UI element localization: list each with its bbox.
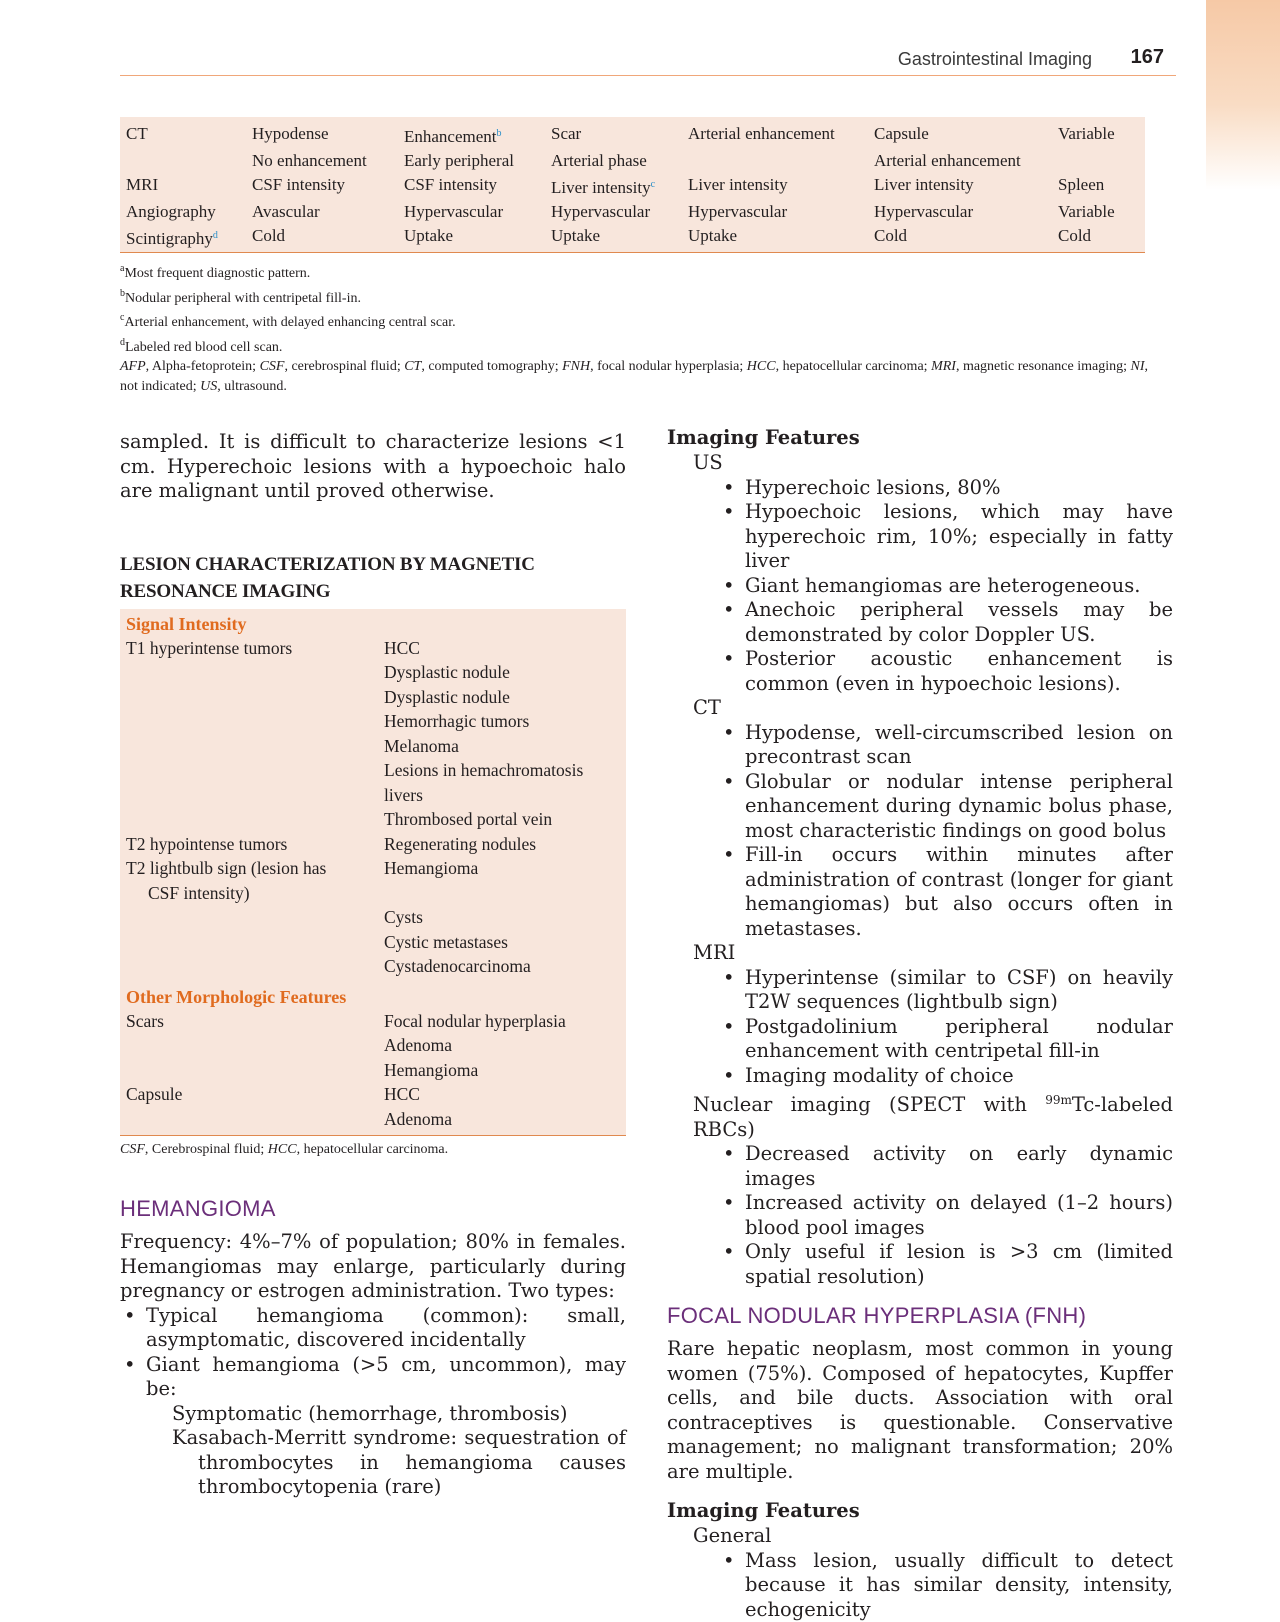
table-cell: Arterial enhancement — [682, 122, 868, 149]
t2-lightbulb-items — [384, 905, 626, 979]
imaging-features-heading: Imaging Features — [667, 425, 1173, 451]
abbreviation-text: , not indicated; — [120, 359, 1148, 394]
scars-row: Scars Focal nodular hyperplasia Adenoma Hemangioma — [126, 1009, 626, 1083]
table-cell: Early peripheral — [398, 149, 545, 173]
abbreviation: HCC — [268, 1142, 297, 1157]
list-item: • Hypoechoic lesions, which may have hyperechoic rim, 10%; especially in fatty liver — [667, 500, 1173, 574]
table-item: Dysplastic nodule — [384, 685, 626, 710]
abbreviation-text: , computed tomography; — [421, 359, 562, 374]
footnote-mark: d — [213, 230, 218, 241]
footnote-b: $^b$Nodular peripheral with centripetal fill-in. — [120, 284, 1160, 309]
table-item: Thrombosed portal vein — [384, 807, 626, 832]
list-item: • Typical hemangioma (common): small, asymptomatic, discovered incidentally — [120, 1304, 626, 1353]
mri-characterization-table — [120, 609, 626, 1137]
abbreviation: CSF — [120, 1142, 145, 1157]
table-item: Adenoma — [384, 1033, 626, 1058]
fnh-intro: Rare hepatic neoplasm, most common in young women (75%). Composed of hepatocytes, Kupffer cells, and bile ducts. Association with oral contraceptives is questionable. Conservative management; no malignant transformation; 20% are multiple. — [667, 1337, 1173, 1484]
running-header — [120, 46, 1176, 76]
hemangioma-heading: HEMANGIOMA — [120, 1196, 626, 1222]
table-cell: Hypervascular — [398, 200, 545, 224]
giant-hemangioma-sublist — [120, 1402, 626, 1500]
abbreviation-text: , Alpha-fetoprotein; — [146, 359, 260, 374]
table-item: Hemangioma — [384, 1058, 626, 1083]
capsule-row: Capsule HCC Adenoma — [126, 1082, 626, 1131]
table-row — [120, 122, 1145, 149]
abbreviation: AFP — [120, 359, 146, 374]
list-item: • Hyperintense (similar to CSF) on heavily T2W sequences (lightbulb sign) — [667, 966, 1173, 1015]
right-column — [667, 425, 1173, 1622]
table-cell: Hypervascular — [868, 200, 1052, 224]
table-cell: CT — [120, 122, 246, 149]
list-item: • Giant hemangiomas are heterogeneous. — [667, 574, 1173, 599]
abbreviation: NI — [1131, 359, 1145, 374]
table-item: Focal nodular hyperplasia — [384, 1009, 626, 1034]
mri-table-note — [120, 1142, 626, 1158]
table-cell — [120, 149, 246, 173]
table-cell: Capsule — [868, 122, 1052, 149]
table-item: Cystic metastases — [384, 930, 626, 955]
nuclear-list — [667, 1142, 1173, 1289]
table-item: Lesions in hemachromatosis livers — [384, 758, 626, 807]
list-item: • Fill-in occurs within minutes after administration of contrast (longer for giant hemangiomas) but also occurs often in metastases. — [667, 843, 1173, 941]
table-cell: Hypervascular — [682, 200, 868, 224]
table-row — [120, 200, 1145, 224]
table-cell: Arterial phase — [545, 149, 682, 173]
us-label: US — [667, 451, 1173, 476]
comparison-table-body — [120, 122, 1145, 251]
nuclear-label: Nuclear imaging (SPECT with $^{99m}$Tc-labeled RBCs) — [667, 1088, 1173, 1142]
table-cell: Hypervascular — [545, 200, 682, 224]
table-cell — [1052, 149, 1145, 173]
scars-items — [384, 1009, 626, 1083]
table-item: Adenoma — [384, 1107, 626, 1132]
left-column — [120, 430, 626, 1500]
footnote-a: $^a$Most frequent diagnostic pattern. — [120, 259, 1160, 284]
t2-hypo-row: T2 hypointense tumors Regenerating nodules — [126, 832, 626, 857]
t2-lightbulb-row: T2 lightbulb sign (lesion has CSF intensity) Hemangioma Cysts Cystic metastases Cystadenocarcinoma — [126, 856, 626, 979]
table-cell: Variable — [1052, 122, 1145, 149]
abbreviation: HCC — [747, 359, 776, 374]
table-cell: Scintigraphy$^d$ — [120, 224, 246, 251]
list-item: • Anechoic peripheral vessels may be demonstrated by color Doppler US. — [667, 598, 1173, 647]
intro-paragraph: sampled. It is difficult to characterize lesions <1 cm. Hyperechoic lesions with a hypoechoic halo are malignant until proved otherwise. — [120, 430, 626, 504]
ct-list — [667, 721, 1173, 942]
table-item: Cystadenocarcinoma — [384, 954, 626, 979]
table-row — [120, 149, 1145, 173]
table-cell: Liver intensity$^c$ — [545, 173, 682, 200]
fnh-heading: FOCAL NODULAR HYPERPLASIA (FNH) — [667, 1303, 1173, 1329]
table-cell: Uptake — [545, 224, 682, 251]
footnote-d: $^d$Labeled red blood cell scan. — [120, 333, 1160, 358]
table-cell: Arterial enhancement — [868, 149, 1052, 173]
list-item: Symptomatic (hemorrhage, thrombosis) — [120, 1402, 626, 1427]
table-cell: Spleen — [1052, 173, 1145, 200]
morphologic-heading: Other Morphologic Features — [126, 985, 626, 1009]
table-cell: Cold — [1052, 224, 1145, 251]
capsule-items — [384, 1082, 626, 1131]
table-item: Cysts — [384, 905, 626, 930]
abbreviation-text: , cerebrospinal fluid; — [284, 359, 404, 374]
abbreviation: CT — [404, 359, 421, 374]
table-cell: Avascular — [246, 200, 398, 224]
table-item: Dysplastic nodule — [384, 660, 626, 685]
table-item: HCC — [384, 636, 626, 661]
abbreviation-text: , Cerebrospinal fluid; — [145, 1142, 268, 1157]
table-cell: Liver intensity — [682, 173, 868, 200]
table-cell: Variable — [1052, 200, 1145, 224]
list-item: Kasabach-Merritt syndrome: sequestration of thrombocytes in hemangioma causes thrombocytopenia (rare) — [120, 1426, 626, 1500]
table-cell: Angiography — [120, 200, 246, 224]
list-item: • Imaging modality of choice — [667, 1064, 1173, 1089]
footnote-c: $^c$Arterial enhancement, with delayed enhancing central scar. — [120, 308, 1160, 333]
t1-row: T1 hyperintense tumors HCC Dysplastic nodule Dysplastic nodule Hemorrhagic tumors Melanoma Lesions in hemachromatosis livers Thrombosed portal vein — [126, 636, 626, 832]
running-head-title: Gastrointestinal Imaging — [898, 49, 1092, 70]
list-item: • Decreased activity on early dynamic images — [667, 1142, 1173, 1191]
abbreviations-line — [120, 357, 1160, 396]
imaging-features-heading-2: Imaging Features — [667, 1498, 1173, 1524]
table-cell: Hypodense — [246, 122, 398, 149]
list-item: • Mass lesion, usually difficult to detect because it has similar density, intensity, echogenicity — [667, 1549, 1173, 1622]
list-item: • Increased activity on delayed (1–2 hours) blood pool images — [667, 1191, 1173, 1240]
mri-heading: LESION CHARACTERIZATION BY MAGNETIC RESONANCE IMAGING — [120, 551, 626, 605]
abbreviation-text: , hepatocellular carcinoma. — [297, 1142, 449, 1157]
table-cell: CSF intensity — [398, 173, 545, 200]
table-cell: No enhancement — [246, 149, 398, 173]
general-list — [667, 1549, 1173, 1622]
list-item: • Hyperechoic lesions, 80% — [667, 476, 1173, 501]
table-cell: MRI — [120, 173, 246, 200]
table-cell: Cold — [246, 224, 398, 251]
abbreviation-text: , ultrasound. — [217, 379, 287, 394]
general-label: General — [667, 1524, 1173, 1549]
footnote-mark: b — [497, 128, 502, 139]
list-item: • Hypodense, well-circumscribed lesion on precontrast scan — [667, 721, 1173, 770]
table-row — [120, 224, 1145, 251]
table-cell: Enhancement$^b$ — [398, 122, 545, 149]
abbreviation: MRI — [931, 359, 956, 374]
table-cell — [682, 149, 868, 173]
table-cell: Liver intensity — [868, 173, 1052, 200]
comparison-table — [120, 117, 1145, 253]
table-item: Melanoma — [384, 734, 626, 759]
list-item: • Globular or nodular intense peripheral enhancement during dynamic bolus phase, most characteristic findings on good bolus — [667, 770, 1173, 844]
table-footnotes — [120, 259, 1160, 397]
table-cell: Cold — [868, 224, 1052, 251]
page-number: 167 — [1131, 46, 1164, 69]
list-item: • Giant hemangioma (>5 cm, uncommon), may be: — [120, 1353, 626, 1402]
abbreviation-text: , hepatocellular carcinoma; — [776, 359, 931, 374]
abbreviation: FNH — [562, 359, 590, 374]
t1-items — [384, 636, 626, 832]
table-cell: Uptake — [682, 224, 868, 251]
list-item: • Postgadolinium peripheral nodular enhancement with centripetal fill-in — [667, 1015, 1173, 1064]
hemangioma-intro: Frequency: 4%–7% of population; 80% in females. Hemangiomas may enlarge, particularly during pregnancy or estrogen administration. Two types: — [120, 1230, 626, 1304]
mri-label: MRI — [667, 941, 1173, 966]
us-list — [667, 476, 1173, 697]
signal-intensity-heading: Signal Intensity — [126, 612, 626, 636]
list-item: • Posterior acoustic enhancement is common (even in hypoechoic lesions). — [667, 647, 1173, 696]
hemangioma-types-list — [120, 1304, 626, 1402]
abbreviation-text: , magnetic resonance imaging; — [956, 359, 1131, 374]
abbreviation-text: , focal nodular hyperplasia; — [590, 359, 747, 374]
table-cell: Uptake — [398, 224, 545, 251]
table-item: HCC — [384, 1082, 626, 1107]
table-row — [120, 173, 1145, 200]
mri-list — [667, 966, 1173, 1089]
page-edge-tab — [1206, 0, 1280, 190]
table-item: Hemorrhagic tumors — [384, 709, 626, 734]
table-cell: CSF intensity — [246, 173, 398, 200]
footnote-mark: c — [651, 179, 655, 190]
table-cell: Scar — [545, 122, 682, 149]
list-item: • Only useful if lesion is >3 cm (limited spatial resolution) — [667, 1240, 1173, 1289]
abbreviation: US — [200, 379, 217, 394]
ct-label: CT — [667, 696, 1173, 721]
abbreviation: CSF — [260, 359, 285, 374]
